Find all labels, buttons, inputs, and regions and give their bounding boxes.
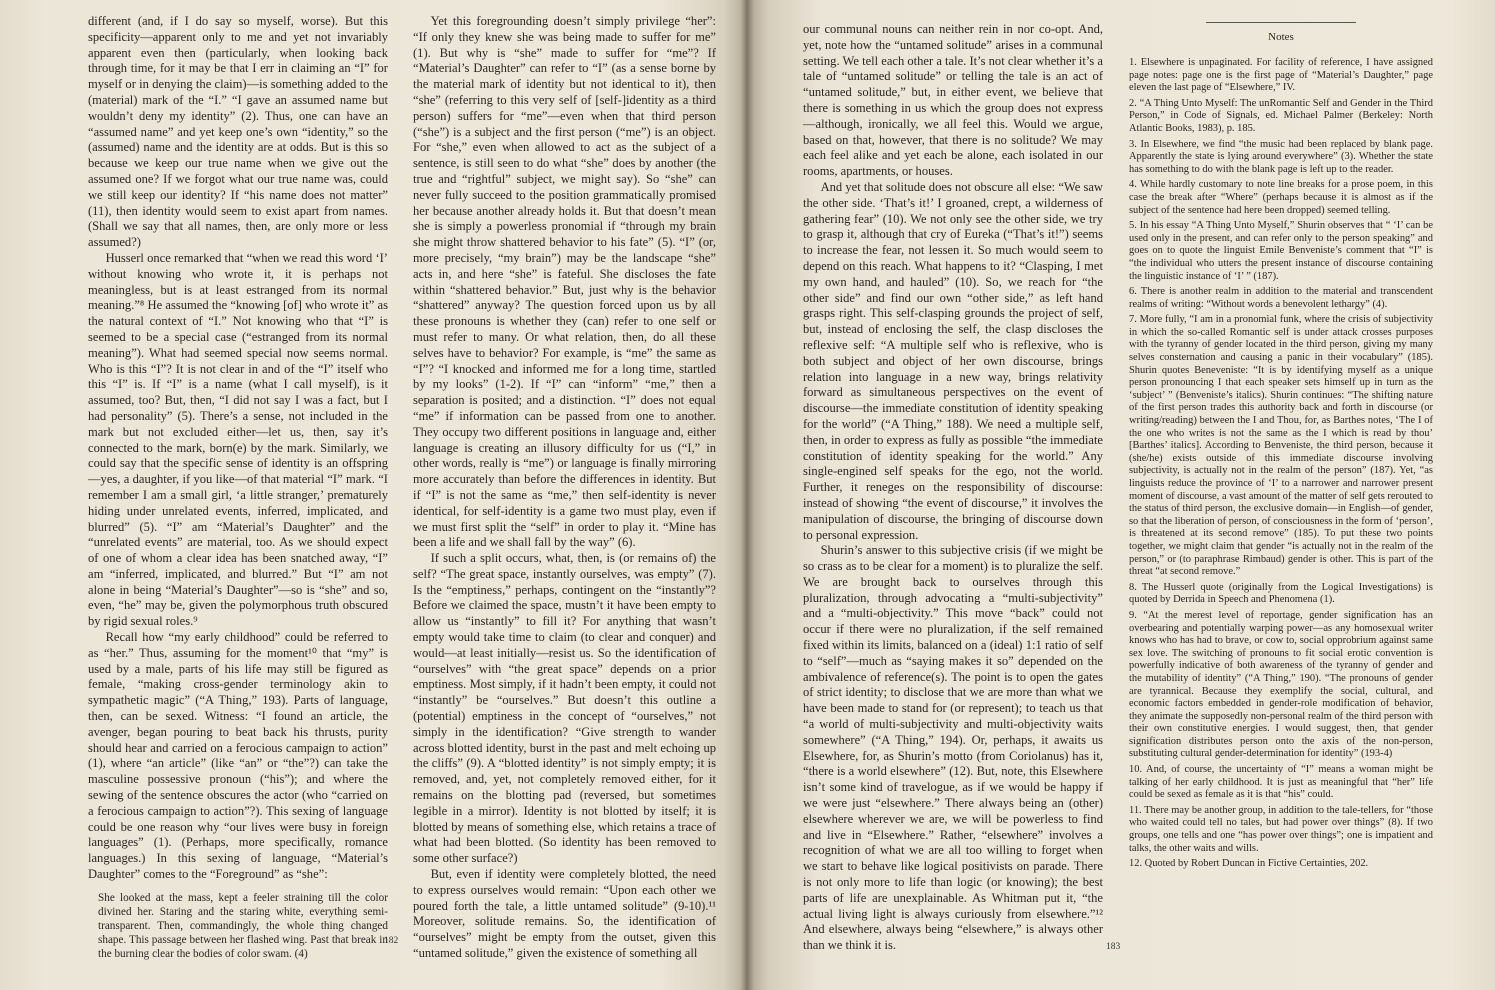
- footnote: 1. Elsewhere is unpaginated. For facility of reference, I have assigned page notes: page one is the first page of “Material’s Daughter,” page eleven the last page of “Elsewhere,” IV.: [1129, 57, 1433, 94]
- footnote: 8. The Husserl quote (originally from the Logical Investigations) is quoted by Derrida in Speech and Phenomena (1).: [1129, 581, 1433, 606]
- paragraph: Shurin’s answer to this subjective crisis (if we might be so crass as to be clear for a moment) is to pluralize the self. We are brought back to ourselves through this pluralization, through advocating a “multi-subjectivity” and a “multi-objectivity.” This move “back” could not occur if there were no pluralization, if the self remained fixed within its limits, balanced on a (ideal) 1:1 ratio of self to “self”—much as “saying makes it so” depended on the ambivalence of reference(s). The point is to open the gates of strict identity; to disclose that we are more than what we have been made to stand for (or represent); to teach us that “a world of multi-subjectivity and multi-objectivity waits somewhere” (“A Thing,” 194). Or, perhaps, it awaits us Elsewhere, for, as Shurin’s motto (from Coriolanus) has it, “there is a world elsewhere” (12). But, note, this Elsewhere isn’t some kind of travelogue, as if we would be happy if we were just “elsewhere.” There always being an (other) elsewhere wherever we are, we will be powerless to find and live in “Elsewhere.” Rather, “elsewhere” involves a recognition of what we are all too willing to forget when we start to behave like logical positivists on parade. There is not only more to life than logic (or knowing); the best parts of life are unexplainable. As Whitman put it, “the actual living light is always curiously from elsewhere.”¹² And elsewhere, always being “elsewhere,” is always other than we think it is.: [803, 543, 1103, 953]
- paragraph: But, even if identity were completely blotted, the need to express ourselves would remain: “Upon each other we poured forth the tale, a little untamed solitude” (9-10).¹¹ Moreover, solitude remains. So, the identification of “ourselves” might be empty from the outset, given this “untamed solitude,” given the existence of something all: [413, 867, 716, 961]
- body-column: [803, 22, 1103, 953]
- notes-heading: Notes: [1268, 31, 1294, 43]
- footnote: 3. In Elsewhere, we find “the music had been replaced by blank page. Apparently the state is lying around everywhere” (3). Whether the state has something to do with the blank page is left up to the reader.: [1129, 138, 1433, 175]
- paragraph: Recall how “my early childhood” could be referred to as “her.” Thus, assuming for the moment¹⁰ that “my” is used by a male, parts of his life may still be figured as female, “making cross-gender terminology akin to sympathetic magic” (“A Thing,” 193). Parts of language, then, can be sexed. Witness: “I found an article, the avenger, began pouring to beat back his thrusts, purity should hear and carried on a ferocious campaign to action” (1), where “an article” (like “an” or “the”?) can take the masculine possessive pronoun (“his”); and where the sewing of the sentence obscures the actor (who “carried on a ferocious campaign to action”?). This sexing of language could be one reason why “our lives were busy in foreign languages” (1). (Perhaps, more specifically, romance languages.) In this sexing of language, “Material’s Daughter” comes to the “Foreground” as “she”:: [88, 630, 388, 882]
- footnote: 7. More fully, “I am in a pronomial funk, where the crisis of subjectivity in which the so-called Romantic self is under attack crosses purposes with the tyranny of gender located in the third person, giving my many selves consternation and causing a panic in their vocabulary” (185). Shurin quotes Beneveniste: “It is by identifying myself as a unique person pronouncing I that each speaker sets himself up in turn as the ‘subject’ ” (Benveniste’s italics). Shurin continues: “The shifting nature of the first person trades this authority back and forth in discourse (or writing/reading) between the I and Thou, for, as Barthes notes, ‘The I of the one who writes is not the same as the I which is read by thou’ [Barthes’ italics]. According to Benveniste, the third person, because it (she/he) exists outside of this immediate discourse involving subjectivity, is actually not in the realm of the person” (187). Yet, “as linguists reduce the province of ‘I’ to a narrower and narrower present moment of discourse, a vast amount of the matter of self gets rerouted to the status of third person, the exclusive domain—in English—of gender, so that the liberation of person, of consciousness in the form of ‘person’, is threatened at its second remove” (185). To put these two points together, we might claim that gender “is actually not in the realm of the person,” or (to paraphrase Rimbaud) gender is other. This is part of the threat “at second remove.”: [1129, 314, 1433, 578]
- footnote: 6. There is another realm in addition to the material and transcendent realms of writing: “Without words a benevolent lethargy” (4).: [1129, 286, 1433, 310]
- paragraph: Husserl once remarked that “when we read this word ‘I’ without knowing who wrote it, it is perhaps not meaningless, but is at least estranged from its normal meaning.”⁸ He assumed the “knowing [of] who wrote it” as the natural context of “I.” Not knowing who that “I” is seemed to be a special case (“estranged from its normal meaning”). What had seemed special now seems normal. Who is this “I”? It is not clear in and of the “I” itself who this “I” is. If “I” is a name (what I call myself), is it assumed, too? But, then, “I did not say I was a fact, but I had personality” (5). There’s a sense, not included in the mark but not excluded either—let us, then, say it’s connected to the mark, born(e) by the mark. Similarly, we could say that the specific sense of identity is an offspring—yes, a daughter, if you like—of that material “I” mark. “I remember I am a small girl, ‘a little stranger,’ prematurely hiding under unrelated events, inferred, implicated, and blurred” (5). “I” am “Material’s Daughter” and the “unrelated events” are material, too. As we should expect of one of whom a clear idea has been snatched away, “I” am “inferred, implicated, and blurred.” But “I” am not alone in being “Material’s Daughter”—so is “she” and so, even, “he” may be, given the polymorphous truth obscured by rigid sexual roles.⁹: [88, 250, 388, 629]
- paragraph: different (and, if I do say so myself, worse). But this specificity—apparent only to me and yet not invariably apparent even then (particularly, when looking back through time, for it may be that I err in claiming an “I” for myself or in denying the claim)—is something added to the (material) mark of the “I.” “I gave an assumed name but wouldn’t deny my identity” (2). Thus, one can have an “assumed name” and yet keep one’s own “identity,” so the (assumed) name and the identity are at odds. But is this so because we keep our true name when we give out the assumed one? If we forgot what our true name was, could we still keep our identity? If “his name does not matter” (11), then identity would seem to exist apart from names. (Shall we say that all names, then, are only more or less assumed?): [88, 14, 388, 250]
- left-column: [88, 14, 388, 960]
- right-column: [413, 14, 716, 961]
- footnote: 12. Quoted by Robert Duncan in Fictive Certainties, 202.: [1129, 858, 1369, 870]
- block-quote: She looked at the mass, kept a feeler straining till the color divined her. Staring and the staring white, everything semi-transparent. Then, commandingly, the whole thing changed shape. This passage between her flashed wing. Past that break in the burning clear the bodies of color swam. (4): [98, 891, 388, 960]
- footnote: 10. And, of course, the uncertainty of “I” means a woman might be talking of her early childhood. It is just as meaningful that “her” life could be sexed as female as it is that “his” could.: [1129, 764, 1433, 801]
- footnote: 11. There may be another group, in addition to the tale-tellers, for “those who waited could tell no tales, but had power over things” (8). If two groups, one tells and one “has power over things”; one is impatient and talks, the other waits and wills.: [1129, 804, 1433, 854]
- paragraph: If such a split occurs, what, then, is (or remains of) the self? “The great space, instantly ourselves, was empty” (7). Is the “emptiness,” perhaps, contingent on the “instantly”? Before we claimed the space, mustn’t it have been empty to allow us “instantly” to fill it? For anything that wasn’t empty would take time to claim (to clear and conquer) and would—at least initially—resist us. So the identification of “ourselves” with “the great space” depends on a prior emptiness. Most simply, if it hadn’t been empty, it could not “instantly” be “ourselves.” But doesn’t this outline a (potential) emptiness in the concept of “ourselves,” not simply in the identification? “Give strength to wander across blotted identity, burst in the past and melt echoing up the cliffs” (9). A “blotted identity” is not simply empty; it is removed, and, yet, not completely removed either, for it remains on the blotting pad (reversed, but sometimes legible in a mirror). Identity is not blotted by itself; it is blotted by means of something else, which retains a trace of what had been blotted. (So identity has been removed to some other surface?): [413, 551, 716, 866]
- left-page: [0, 0, 746, 990]
- notes-column: [1129, 22, 1433, 902]
- page-number: 182: [384, 936, 399, 946]
- divider: [1206, 22, 1356, 23]
- book-gutter: [740, 0, 754, 990]
- footnote: 9. “At the merest level of reportage, gender signification has an overbearing and potentially warping power—as any homosexual writer knows who has had to brave, or cow to, social opprobrium against same sex love. The switching of pronouns to fit social erotic convention is powerfully indicative of both awareness of the tyranny of gender and the mutability of identity” (“A Thing,” 190). “The pronouns of gender are tyrannical. Because they exemplify the social, cultural, and economic factors embedded in gender-role modification of behavior, they animate the supposedly non-personal realm of the third person with their own constitutive energies. I would suggest, then, that gender signification distributes person onto the axis of the non-person, substituting cultural gender-determination for identity” (193-4): [1129, 609, 1433, 760]
- footnote: 4. While hardly customary to note line breaks for a prose poem, in this case the break after “Where” (perhaps because it is almost as if the subject of the sentence had here been dropped) seemed telling.: [1129, 179, 1433, 216]
- footnote: 2. “A Thing Unto Myself: The unRomantic Self and Gender in the Third Person,” in Code of Signals, ed. Michael Palmer (Berkeley: North Atlantic Books, 1983), p. 185.: [1129, 97, 1433, 134]
- paragraph: our communal nouns can neither rein in nor co-opt. And, yet, note how the “untamed solitude” arises in a communal setting. We tell each other a tale. It’s not clear whether it’s a tale of “untamed solitude” or telling the tale is an act of “untamed solitude,” but, in either event, we believe that there is something in us which the group does not express—although, ironically, we all feel this. Would we argue, based on that, however, that there is no solitude? We may each feel alike and yet each be alone, each isolated in our rooms, apartments, or houses.: [803, 22, 1103, 179]
- page-number: 183: [1106, 942, 1121, 952]
- footnote: 5. In his essay “A Thing Unto Myself,” Shurin observes that “ ‘I’ can be used only in the present, and can refer only to the person speaking” and goes on to quote the linguist Emile Benveniste’s comment that “I” is “the individual who utters the present instance of discourse containing the linguistic instance of ‘I’ ” (187).: [1129, 220, 1433, 282]
- paragraph: And yet that solitude does not obscure all else: “We saw the other side. ‘That’s it!’ I groaned, crept, a wilderness of gathering fear” (10). We not only see the other side, we try to grasp it, although that cry of Eureka (“That’s it!”) seems to increase the fear, not lessen it. So much would seem to depend on this reach. What happens to it? “Clasping, I met my own hand, and hauled” (10). So, we reach for “the other side” and find our own “other side,” as left hand grasps right. This self-clasping grounds the project of self, but, instead of enclosing the self, the clasp discloses the reflexive self: “A multiple self who is reflexive, who is both subject and object of her own discourse, brings relation into language in a new way, brings relativity forward as simultaneous perspectives on the event of discourse—the immediate constitution of identity speaking for the world” (“A Thing,” 188). We need a multiple self, then, in order to express as fully as possible “the immediate constitution of identity speaking for the world.” Any single-engined self speaks for the ego, not the world. Further, it reneges on the responsibility of discourse: instead of showing “the event of discourse,” it involves the manipulation of discourse, the bringing of discourse down to personal expression.: [803, 179, 1103, 542]
- paragraph: Yet this foregrounding doesn’t simply privilege “her”: “If only they knew she was being made to suffer for me” (1). But why is “she” made to suffer for “me”? If “Material’s Daughter” can refer to “I” (as a sense borne by the material mark of identity but not identical to it), then “she” (referring to this very self of [self-]identity as a third person) suffers for “me”—even when that third person (“she”) is a subject and the first person (“me”) is an object. For “she,” even when allowed to act as the subject of a sentence, is still seen to do what “she” does by another (the true and “rightful” subject, we might say). So “she” can never fully succeed to the position grammatically promised her because another already holds it. But that doesn’t mean she is simply a powerless pronomial if “through my brain she might throw shattered behavior to his fate” (5). “I” (or, more precisely, “my brain”) may be the landscape “she” acts in, and here “she” is fateful. She discloses the fate within “shattered behavior.” But, just why is the behavior “shattered” anyway? The question forced upon us by all these pronouns is whether they (can) refer to one self or must refer to many. Or what relation, then, do all these selves have to behavior? For example, is “me” the same as “I”? “I knocked and informed me for a long time, startled by my looks” (1-2). If “I” can “inform” “me,” then a separation is posited; and a distinction. “I” does not equal “me” if information can be passed from one to another. They occupy two different positions in language and, either language is creating an illusory difficulty for us (“I,” in other words, really is “me”) or language is finally mirroring more accurately than before the differences in identity. But if “I” is not the same as “me,” then self-identity is never identical, for self-identity is a game two must play, even if we must first split the “self” in order to play it. “Mine has been a life and we shall fall by the way” (6).: [413, 14, 716, 550]
